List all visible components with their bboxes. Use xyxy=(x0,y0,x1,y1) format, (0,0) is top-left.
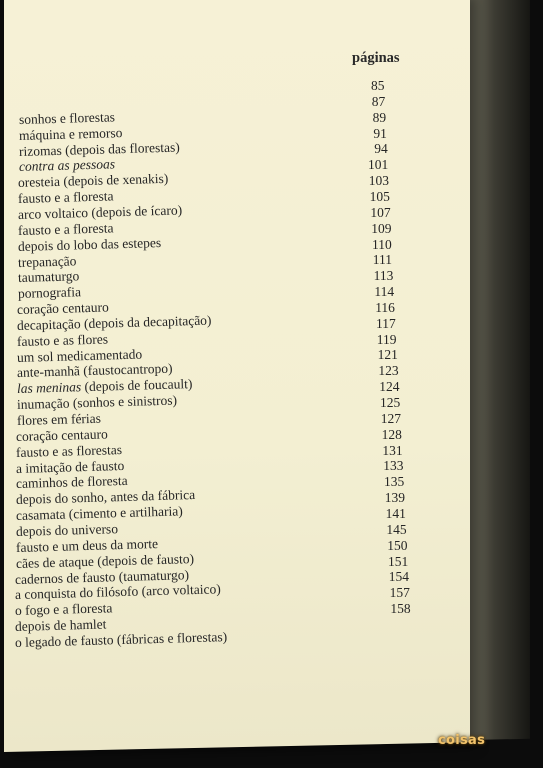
toc-entry-page: 114 xyxy=(374,284,395,300)
toc-entry-title: fausto e as florestas xyxy=(16,441,123,460)
toc-entry-title: caminhos de floresta xyxy=(15,473,128,492)
toc-entry-page: 101 xyxy=(368,157,389,173)
toc-entry-page: 109 xyxy=(371,220,392,236)
toc-entry-page: 89 xyxy=(372,109,387,125)
toc-entry-page: 116 xyxy=(375,299,395,315)
toc-entry-title: a imitação de fausto xyxy=(16,457,125,476)
toc-entry-title: fausto e um deus da morte xyxy=(15,535,158,555)
toc-entry-title: inumação (sonhos e sinistros) xyxy=(16,392,177,413)
toc-entry-page: 139 xyxy=(384,490,406,506)
toc-entry-title: pornografia xyxy=(17,284,81,302)
toc-entry-page: 117 xyxy=(376,315,396,331)
toc-entry-title: depois do sonho, antes da fábrica xyxy=(15,487,196,508)
toc-entry-title: sonhos e florestas xyxy=(18,109,116,127)
toc-entry-title: contra as pessoas xyxy=(18,156,115,175)
toc-entry-title: las meninas (depois de foucault) xyxy=(16,376,193,397)
toc-entry-page: 157 xyxy=(389,585,410,601)
toc-entry-page: 141 xyxy=(385,505,406,521)
toc-entry-title: fausto e as flores xyxy=(16,331,109,349)
toc-entry-page: 135 xyxy=(384,474,405,490)
toc-entry-title: fausto e a floresta xyxy=(17,220,114,238)
toc-entry-title: decapitação (depois da decapitação) xyxy=(17,312,212,333)
toc-entry-title: cães de ataque (depois de fausto) xyxy=(15,550,194,571)
toc-entry-title: coração centauro xyxy=(16,426,109,444)
toc-entry-title: oresteia (depois de xenakis) xyxy=(18,171,169,191)
toc-entry-page: 128 xyxy=(381,426,402,442)
pages-column-header: páginas xyxy=(352,50,400,66)
toc-entry-page: 107 xyxy=(370,204,391,220)
toc-entry-title: trepanação xyxy=(17,252,77,270)
toc-row xyxy=(0,617,543,650)
toc-entry-page: 151 xyxy=(388,553,409,569)
toc-entry-title: máquina e remorso xyxy=(18,124,123,143)
toc-entry-title: taumaturgo xyxy=(17,268,80,286)
toc-entry-title: a conquista do filósofo (arco voltaico) xyxy=(15,581,222,603)
watermark-logo: coisas xyxy=(438,733,486,748)
toc-entry-page: 133 xyxy=(383,458,404,474)
toc-entry-title-italic: las meninas xyxy=(16,379,82,397)
toc-entry-page: 145 xyxy=(386,521,407,537)
toc-entry-page: 91 xyxy=(373,125,387,141)
toc-entry-page: 154 xyxy=(388,569,410,585)
toc-entry-page: 111 xyxy=(372,252,393,268)
toc-entry-page: 131 xyxy=(382,442,403,458)
toc-entry-page: 150 xyxy=(387,537,408,553)
toc-entry-page: 110 xyxy=(372,236,392,252)
toc-entry-page: 121 xyxy=(377,347,398,363)
toc-entry-page: 103 xyxy=(368,173,390,189)
toc-entry-title: casamata (cimento e artilharia) xyxy=(15,503,183,524)
toc-entry-page: 124 xyxy=(379,379,400,395)
toc-entry-page: 125 xyxy=(380,395,401,410)
toc-entry-title: ante-manhã (faustocantropo) xyxy=(16,361,173,381)
toc-entry-page: 123 xyxy=(378,363,399,379)
toc-entry-title: o fogo e a floresta xyxy=(14,600,113,619)
toc-entry-page: 105 xyxy=(369,188,390,204)
toc-entry-title: arco voltaico (depois de ícaro) xyxy=(17,202,183,222)
toc-entry-page: 113 xyxy=(373,268,394,284)
toc-entry-title: depois de hamlet xyxy=(14,616,107,635)
toc-entry-title: coração centauro xyxy=(17,299,110,318)
toc-entry-page: 94 xyxy=(374,141,388,157)
toc-entry-page: 87 xyxy=(371,93,386,109)
toc-entry-title: cadernos de fausto (taumaturgo) xyxy=(15,566,190,587)
toc-entry-title: um sol medicamentado xyxy=(16,346,143,365)
toc-entry-page: 119 xyxy=(376,331,397,347)
toc-entry-page: 158 xyxy=(390,601,411,617)
toc-entry-page: 85 xyxy=(371,78,385,93)
toc-entry-title: depois do lobo das estepes xyxy=(17,234,162,254)
toc-entry-title: o legado de fausto (fábricas e florestas) xyxy=(14,628,228,650)
toc-entry-title: rizomas (depois das florestas) xyxy=(18,139,180,159)
toc-entry-title: depois do universo xyxy=(15,521,118,539)
toc-entry-title: fausto e a floresta xyxy=(18,188,115,207)
toc-entry-title: flores em férias xyxy=(16,410,101,428)
toc-entry-page: 127 xyxy=(380,410,402,426)
